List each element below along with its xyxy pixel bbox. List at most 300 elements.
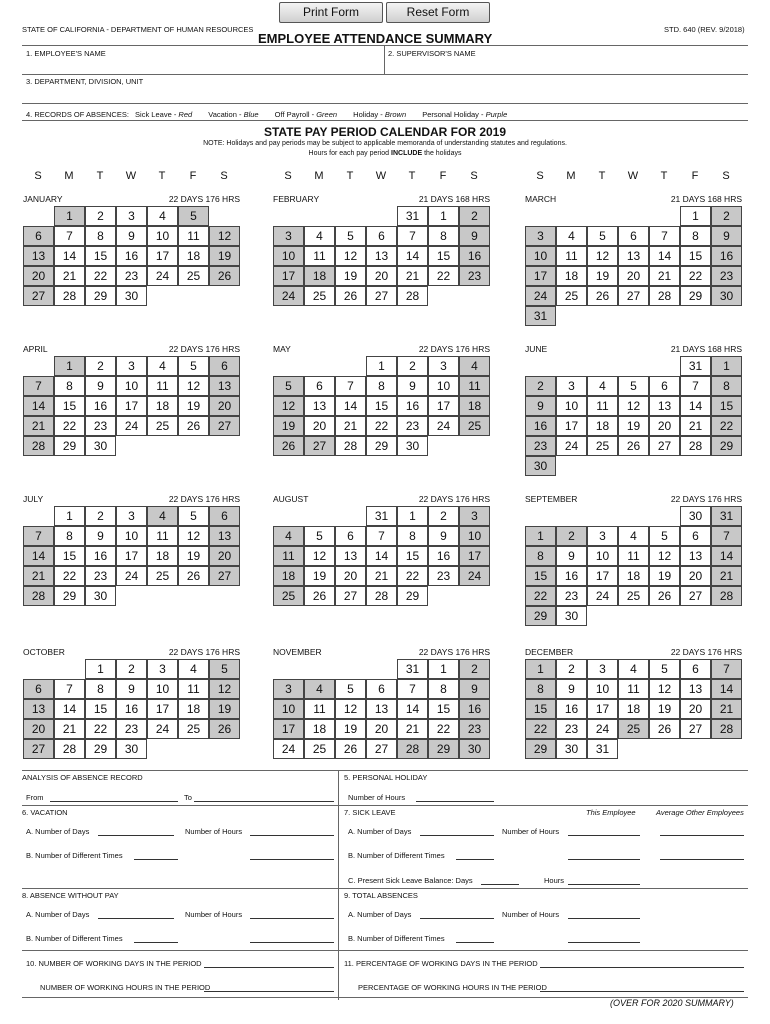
calendar-day: 15 xyxy=(711,396,742,416)
calendar-day: 29 xyxy=(397,586,428,606)
calendar-day: 28 xyxy=(649,286,680,306)
calendar-day: 1 xyxy=(54,506,85,526)
calendar-day: 5 xyxy=(178,206,209,226)
calendar-day: 25 xyxy=(147,566,178,586)
calendar-day: 29 xyxy=(525,606,556,626)
calendar-day: 10 xyxy=(525,246,556,266)
calendar-day: 20 xyxy=(209,396,240,416)
avg-other-employees-label: Average Other Employees xyxy=(656,808,744,817)
calendar-day: 17 xyxy=(116,546,147,566)
calendar-day: 14 xyxy=(397,246,428,266)
calendar-day: 7 xyxy=(23,376,54,396)
calendar-day: 30 xyxy=(116,739,147,759)
calendar-day: 3 xyxy=(556,376,587,396)
month-march xyxy=(525,194,751,328)
month-name: MAY xyxy=(273,344,291,354)
calendar-day: 26 xyxy=(178,416,209,436)
calendar-day: 18 xyxy=(459,396,490,416)
month-name: DECEMBER xyxy=(525,647,574,657)
calendar-day: 26 xyxy=(587,286,618,306)
calendar-day: 19 xyxy=(209,246,240,266)
calendar-day: 24 xyxy=(587,719,618,739)
calendar-day: 13 xyxy=(649,396,680,416)
weekday-header: F xyxy=(439,170,447,182)
calendar-day: 18 xyxy=(304,266,335,286)
working-hours-label: NUMBER OF WORKING HOURS IN THE PERIOD xyxy=(40,983,211,992)
month-june xyxy=(525,344,751,478)
calendar-day: 10 xyxy=(147,226,178,246)
personal-holiday-label: 5. PERSONAL HOLIDAY xyxy=(344,773,428,782)
month-name: JANUARY xyxy=(23,194,63,204)
legend-personal-holiday: Personal Holiday - Purple xyxy=(422,110,508,119)
calendar-day: 13 xyxy=(304,396,335,416)
calendar-day: 25 xyxy=(273,586,304,606)
calendar-day: 29 xyxy=(85,286,116,306)
calendar-day: 7 xyxy=(23,526,54,546)
calendar-day: 2 xyxy=(459,206,490,226)
calendar-day: 11 xyxy=(618,546,649,566)
calendar-day: 10 xyxy=(116,526,147,546)
calendar-day: 1 xyxy=(428,659,459,679)
calendar-day: 13 xyxy=(209,376,240,396)
calendar-day: 15 xyxy=(397,546,428,566)
calendar-day: 27 xyxy=(680,719,711,739)
calendar-day: 21 xyxy=(366,566,397,586)
awop-label: 8. ABSENCE WITHOUT PAY xyxy=(22,891,119,900)
calendar-day: 8 xyxy=(397,526,428,546)
calendar-day: 3 xyxy=(116,356,147,376)
month-name: AUGUST xyxy=(273,494,309,504)
calendar-day: 30 xyxy=(85,436,116,456)
vacation-hours-label: Number of Hours xyxy=(185,827,243,836)
calendar-day: 21 xyxy=(649,266,680,286)
calendar-day: 5 xyxy=(587,226,618,246)
calendar-day: 31 xyxy=(680,356,711,376)
agency-name: STATE OF CALIFORNIA - DEPARTMENT OF HUMAN RESOURCES xyxy=(22,25,254,34)
calendar-day: 24 xyxy=(147,266,178,286)
vacation-days-label: A. Number of Days xyxy=(26,827,90,836)
calendar-day: 19 xyxy=(178,396,209,416)
calendar-day: 24 xyxy=(116,566,147,586)
from-label: From xyxy=(26,793,44,802)
vacation-times-label: B. Number of Different Times xyxy=(26,851,123,860)
calendar-day: 13 xyxy=(209,526,240,546)
weekday-header: T xyxy=(346,170,354,182)
calendar-day: 14 xyxy=(649,246,680,266)
calendar-day: 11 xyxy=(459,376,490,396)
calendar-day: 24 xyxy=(147,719,178,739)
calendar-day: 16 xyxy=(459,246,490,266)
calendar-day: 21 xyxy=(397,266,428,286)
calendar-day: 24 xyxy=(587,586,618,606)
calendar-day: 25 xyxy=(304,739,335,759)
calendar-day: 28 xyxy=(366,586,397,606)
calendar-day: 21 xyxy=(23,566,54,586)
calendar-day: 7 xyxy=(54,226,85,246)
month-days-hours: 21 DAYS 168 HRS xyxy=(670,344,742,354)
calendar-day: 31 xyxy=(397,206,428,226)
calendar-day: 6 xyxy=(366,679,397,699)
month-october xyxy=(23,647,249,781)
calendar-day: 6 xyxy=(366,226,397,246)
calendar-day: 8 xyxy=(525,546,556,566)
calendar-day: 1 xyxy=(680,206,711,226)
weekday-header: S xyxy=(536,170,544,182)
calendar-day: 19 xyxy=(178,546,209,566)
calendar-day: 29 xyxy=(54,436,85,456)
calendar-day: 9 xyxy=(711,226,742,246)
calendar-day: 23 xyxy=(397,416,428,436)
calendar-day: 27 xyxy=(366,739,397,759)
calendar-day: 28 xyxy=(397,286,428,306)
month-days-hours: 22 DAYS 176 HRS xyxy=(168,494,240,504)
calendar-day: 21 xyxy=(54,719,85,739)
calendar-day: 28 xyxy=(23,586,54,606)
calendar-day: 6 xyxy=(618,226,649,246)
calendar-day: 13 xyxy=(366,246,397,266)
month-days-hours: 21 DAYS 168 HRS xyxy=(670,194,742,204)
calendar-day: 14 xyxy=(23,396,54,416)
calendar-day: 2 xyxy=(116,659,147,679)
calendar-day: 18 xyxy=(178,246,209,266)
calendar-day: 19 xyxy=(618,416,649,436)
calendar-day: 9 xyxy=(459,679,490,699)
calendar-day: 7 xyxy=(680,376,711,396)
calendar-day: 12 xyxy=(209,226,240,246)
calendar-day: 6 xyxy=(209,356,240,376)
calendar-day: 17 xyxy=(273,719,304,739)
calendar-day: 10 xyxy=(428,376,459,396)
calendar-day: 6 xyxy=(680,659,711,679)
calendar-day: 19 xyxy=(209,699,240,719)
sick-balance-hours-label: Hours xyxy=(544,876,565,885)
calendar-day: 24 xyxy=(116,416,147,436)
calendar-day: 12 xyxy=(335,246,366,266)
calendar-day: 16 xyxy=(459,699,490,719)
calendar-day: 25 xyxy=(178,266,209,286)
calendar-day: 12 xyxy=(178,376,209,396)
calendar-day: 23 xyxy=(85,566,116,586)
calendar-day: 15 xyxy=(428,246,459,266)
sick-balance-label: C. Present Sick Leave Balance: Days xyxy=(348,876,473,885)
sick-days-label: A. Number of Days xyxy=(348,827,412,836)
calendar-day: 21 xyxy=(335,416,366,436)
month-november xyxy=(273,647,499,781)
calendar-day: 30 xyxy=(116,286,147,306)
weekday-header: F xyxy=(691,170,699,182)
month-name: JUNE xyxy=(525,344,548,354)
employee-name-label: 1. EMPLOYEE'S NAME xyxy=(26,49,106,58)
calendar-day: 2 xyxy=(556,659,587,679)
calendar-day: 20 xyxy=(335,566,366,586)
calendar-day: 2 xyxy=(428,506,459,526)
month-name: JULY xyxy=(23,494,44,504)
calendar-day: 17 xyxy=(147,699,178,719)
month-july xyxy=(23,494,249,628)
legend-sick: Sick Leave - Red xyxy=(135,110,193,119)
calendar-day: 2 xyxy=(711,206,742,226)
calendar-day: 18 xyxy=(618,566,649,586)
calendar-day: 23 xyxy=(711,266,742,286)
calendar-day: 12 xyxy=(178,526,209,546)
weekday-header: W xyxy=(125,170,137,182)
calendar-day: 11 xyxy=(618,679,649,699)
calendar-day: 12 xyxy=(304,546,335,566)
calendar-day: 22 xyxy=(525,719,556,739)
calendar-day: 7 xyxy=(54,679,85,699)
calendar-day: 8 xyxy=(54,526,85,546)
calendar-day: 27 xyxy=(209,566,240,586)
weekday-header: M xyxy=(314,170,324,182)
month-name: MARCH xyxy=(525,194,557,204)
to-label: To xyxy=(184,793,192,802)
month-name: SEPTEMBER xyxy=(525,494,578,504)
calendar-day: 26 xyxy=(335,739,366,759)
calendar-day: 7 xyxy=(711,526,742,546)
calendar-day: 23 xyxy=(85,416,116,436)
calendar-day: 29 xyxy=(428,739,459,759)
calendar-day: 23 xyxy=(116,266,147,286)
vacation-label: 6. VACATION xyxy=(22,808,68,817)
calendar-day: 26 xyxy=(178,566,209,586)
calendar-day: 3 xyxy=(116,206,147,226)
calendar-day: 18 xyxy=(147,546,178,566)
calendar-day: 26 xyxy=(649,719,680,739)
calendar-day: 10 xyxy=(147,679,178,699)
calendar-day: 22 xyxy=(525,586,556,606)
calendar-day: 14 xyxy=(54,699,85,719)
calendar-day: 19 xyxy=(335,719,366,739)
calendar-day: 3 xyxy=(587,526,618,546)
this-employee-label: This Employee xyxy=(586,808,636,817)
calendar-day: 17 xyxy=(147,246,178,266)
calendar-day: 9 xyxy=(525,396,556,416)
calendar-day: 13 xyxy=(680,679,711,699)
month-days-hours: 22 DAYS 176 HRS xyxy=(168,647,240,657)
calendar-day: 21 xyxy=(711,699,742,719)
calendar-day: 8 xyxy=(680,226,711,246)
reset-form-button[interactable]: Reset Form xyxy=(386,2,490,23)
weekday-header: F xyxy=(189,170,197,182)
calendar-day: 8 xyxy=(366,376,397,396)
month-february xyxy=(273,194,499,328)
calendar-day: 16 xyxy=(116,246,147,266)
calendar-day: 2 xyxy=(85,356,116,376)
calendar-day: 18 xyxy=(618,699,649,719)
calendar-day: 22 xyxy=(366,416,397,436)
weekday-header: T xyxy=(158,170,166,182)
calendar-day: 6 xyxy=(649,376,680,396)
calendar-day: 20 xyxy=(304,416,335,436)
calendar-day: 27 xyxy=(366,286,397,306)
over-for-2020-summary: (OVER FOR 2020 SUMMARY) xyxy=(610,998,734,1008)
calendar-day: 12 xyxy=(587,246,618,266)
calendar-day: 4 xyxy=(304,226,335,246)
calendar-day: 28 xyxy=(680,436,711,456)
month-september xyxy=(525,494,751,628)
calendar-day: 22 xyxy=(54,416,85,436)
month-days-hours: 22 DAYS 176 HRS xyxy=(168,194,240,204)
calendar-day: 6 xyxy=(23,679,54,699)
calendar-day: 30 xyxy=(525,456,556,476)
calendar-day: 29 xyxy=(525,739,556,759)
calendar-day: 11 xyxy=(273,546,304,566)
calendar-day: 30 xyxy=(556,606,587,626)
calendar-day: 19 xyxy=(649,566,680,586)
month-days-hours: 22 DAYS 176 HRS xyxy=(168,344,240,354)
calendar-day: 18 xyxy=(273,566,304,586)
calendar-day: 5 xyxy=(304,526,335,546)
ph-hours-label: Number of Hours xyxy=(348,793,406,802)
calendar-day: 15 xyxy=(680,246,711,266)
sick-leave-label: 7. SICK LEAVE xyxy=(344,808,396,817)
sick-hours-label: Number of Hours xyxy=(502,827,560,836)
calendar-title: STATE PAY PERIOD CALENDAR FOR 2019 xyxy=(263,125,507,139)
calendar-day: 20 xyxy=(23,266,54,286)
calendar-day: 26 xyxy=(209,719,240,739)
calendar-day: 19 xyxy=(273,416,304,436)
calendar-day: 12 xyxy=(335,699,366,719)
calendar-day: 1 xyxy=(525,526,556,546)
calendar-day: 28 xyxy=(711,586,742,606)
calendar-day: 10 xyxy=(116,376,147,396)
calendar-day: 8 xyxy=(428,226,459,246)
calendar-day: 14 xyxy=(680,396,711,416)
calendar-day: 1 xyxy=(54,206,85,226)
weekday-header: T xyxy=(96,170,104,182)
calendar-day: 3 xyxy=(273,679,304,699)
calendar-day: 12 xyxy=(273,396,304,416)
calendar-day: 11 xyxy=(587,396,618,416)
calendar-day: 24 xyxy=(525,286,556,306)
calendar-day: 13 xyxy=(618,246,649,266)
calendar-day: 27 xyxy=(23,286,54,306)
weekday-header: W xyxy=(627,170,639,182)
calendar-day: 25 xyxy=(618,586,649,606)
calendar-day: 29 xyxy=(85,739,116,759)
calendar-day: 3 xyxy=(147,659,178,679)
calendar-day: 24 xyxy=(273,286,304,306)
calendar-day: 6 xyxy=(335,526,366,546)
calendar-day: 10 xyxy=(587,546,618,566)
calendar-day: 15 xyxy=(525,699,556,719)
calendar-day: 25 xyxy=(147,416,178,436)
calendar-day: 14 xyxy=(335,396,366,416)
calendar-day: 28 xyxy=(54,739,85,759)
calendar-day: 4 xyxy=(147,356,178,376)
calendar-day: 5 xyxy=(618,376,649,396)
month-days-hours: 22 DAYS 176 HRS xyxy=(418,647,490,657)
calendar-day: 5 xyxy=(335,679,366,699)
calendar-day: 22 xyxy=(85,719,116,739)
sick-times-label: B. Number of Different Times xyxy=(348,851,445,860)
calendar-day: 19 xyxy=(587,266,618,286)
weekday-header: S xyxy=(220,170,228,182)
calendar-day: 29 xyxy=(366,436,397,456)
calendar-note-1: NOTE: Holidays and pay periods may be subject to applicable memoranda of understanding statutes and regulations. xyxy=(203,140,567,147)
calendar-day: 10 xyxy=(273,699,304,719)
print-form-button[interactable]: Print Form xyxy=(279,2,383,23)
weekday-header: W xyxy=(375,170,387,182)
calendar-day: 4 xyxy=(273,526,304,546)
weekday-header: S xyxy=(284,170,292,182)
calendar-day: 17 xyxy=(273,266,304,286)
calendar-day: 30 xyxy=(459,739,490,759)
calendar-day: 14 xyxy=(711,679,742,699)
calendar-day: 2 xyxy=(525,376,556,396)
calendar-day: 17 xyxy=(556,416,587,436)
calendar-day: 13 xyxy=(335,546,366,566)
calendar-day: 30 xyxy=(680,506,711,526)
calendar-day: 12 xyxy=(209,679,240,699)
total-hours-label: Number of Hours xyxy=(502,910,560,919)
calendar-day: 21 xyxy=(680,416,711,436)
calendar-day: 12 xyxy=(649,679,680,699)
calendar-day: 8 xyxy=(525,679,556,699)
calendar-day: 28 xyxy=(335,436,366,456)
calendar-day: 27 xyxy=(649,436,680,456)
calendar-day: 26 xyxy=(335,286,366,306)
calendar-day: 23 xyxy=(556,586,587,606)
calendar-day: 2 xyxy=(397,356,428,376)
calendar-day: 26 xyxy=(273,436,304,456)
records-label: 4. RECORDS OF ABSENCES: xyxy=(26,110,129,119)
calendar-day: 13 xyxy=(23,699,54,719)
calendar-day: 15 xyxy=(85,699,116,719)
calendar-day: 8 xyxy=(428,679,459,699)
calendar-day: 18 xyxy=(147,396,178,416)
legend-holiday: Holiday - Brown xyxy=(353,110,407,119)
calendar-day: 19 xyxy=(649,699,680,719)
calendar-day: 15 xyxy=(428,699,459,719)
calendar-day: 1 xyxy=(366,356,397,376)
calendar-day: 18 xyxy=(556,266,587,286)
calendar-day: 9 xyxy=(397,376,428,396)
calendar-day: 5 xyxy=(209,659,240,679)
department-label: 3. DEPARTMENT, DIVISION, UNIT xyxy=(26,77,144,86)
calendar-day: 5 xyxy=(273,376,304,396)
calendar-day: 5 xyxy=(178,506,209,526)
calendar-day: 6 xyxy=(209,506,240,526)
calendar-day: 8 xyxy=(85,679,116,699)
pct-hours-label: PERCENTAGE OF WORKING HOURS IN THE PERIOD xyxy=(358,983,547,992)
calendar-day: 11 xyxy=(304,246,335,266)
calendar-day: 15 xyxy=(54,396,85,416)
calendar-day: 9 xyxy=(116,679,147,699)
calendar-day: 28 xyxy=(711,719,742,739)
analysis-title: ANALYSIS OF ABSENCE RECORD xyxy=(22,773,143,782)
calendar-day: 3 xyxy=(273,226,304,246)
calendar-day: 27 xyxy=(335,586,366,606)
calendar-day: 14 xyxy=(54,246,85,266)
calendar-day: 20 xyxy=(209,546,240,566)
calendar-day: 7 xyxy=(366,526,397,546)
weekday-header: M xyxy=(64,170,74,182)
weekday-header: T xyxy=(408,170,416,182)
month-name: NOVEMBER xyxy=(273,647,322,657)
calendar-day: 7 xyxy=(397,226,428,246)
calendar-day: 9 xyxy=(428,526,459,546)
calendar-day: 11 xyxy=(178,679,209,699)
calendar-day: 22 xyxy=(54,566,85,586)
calendar-day: 31 xyxy=(366,506,397,526)
calendar-day: 7 xyxy=(335,376,366,396)
calendar-day: 6 xyxy=(680,526,711,546)
calendar-day: 9 xyxy=(459,226,490,246)
calendar-day: 19 xyxy=(335,266,366,286)
calendar-day: 23 xyxy=(428,566,459,586)
calendar-day: 22 xyxy=(680,266,711,286)
